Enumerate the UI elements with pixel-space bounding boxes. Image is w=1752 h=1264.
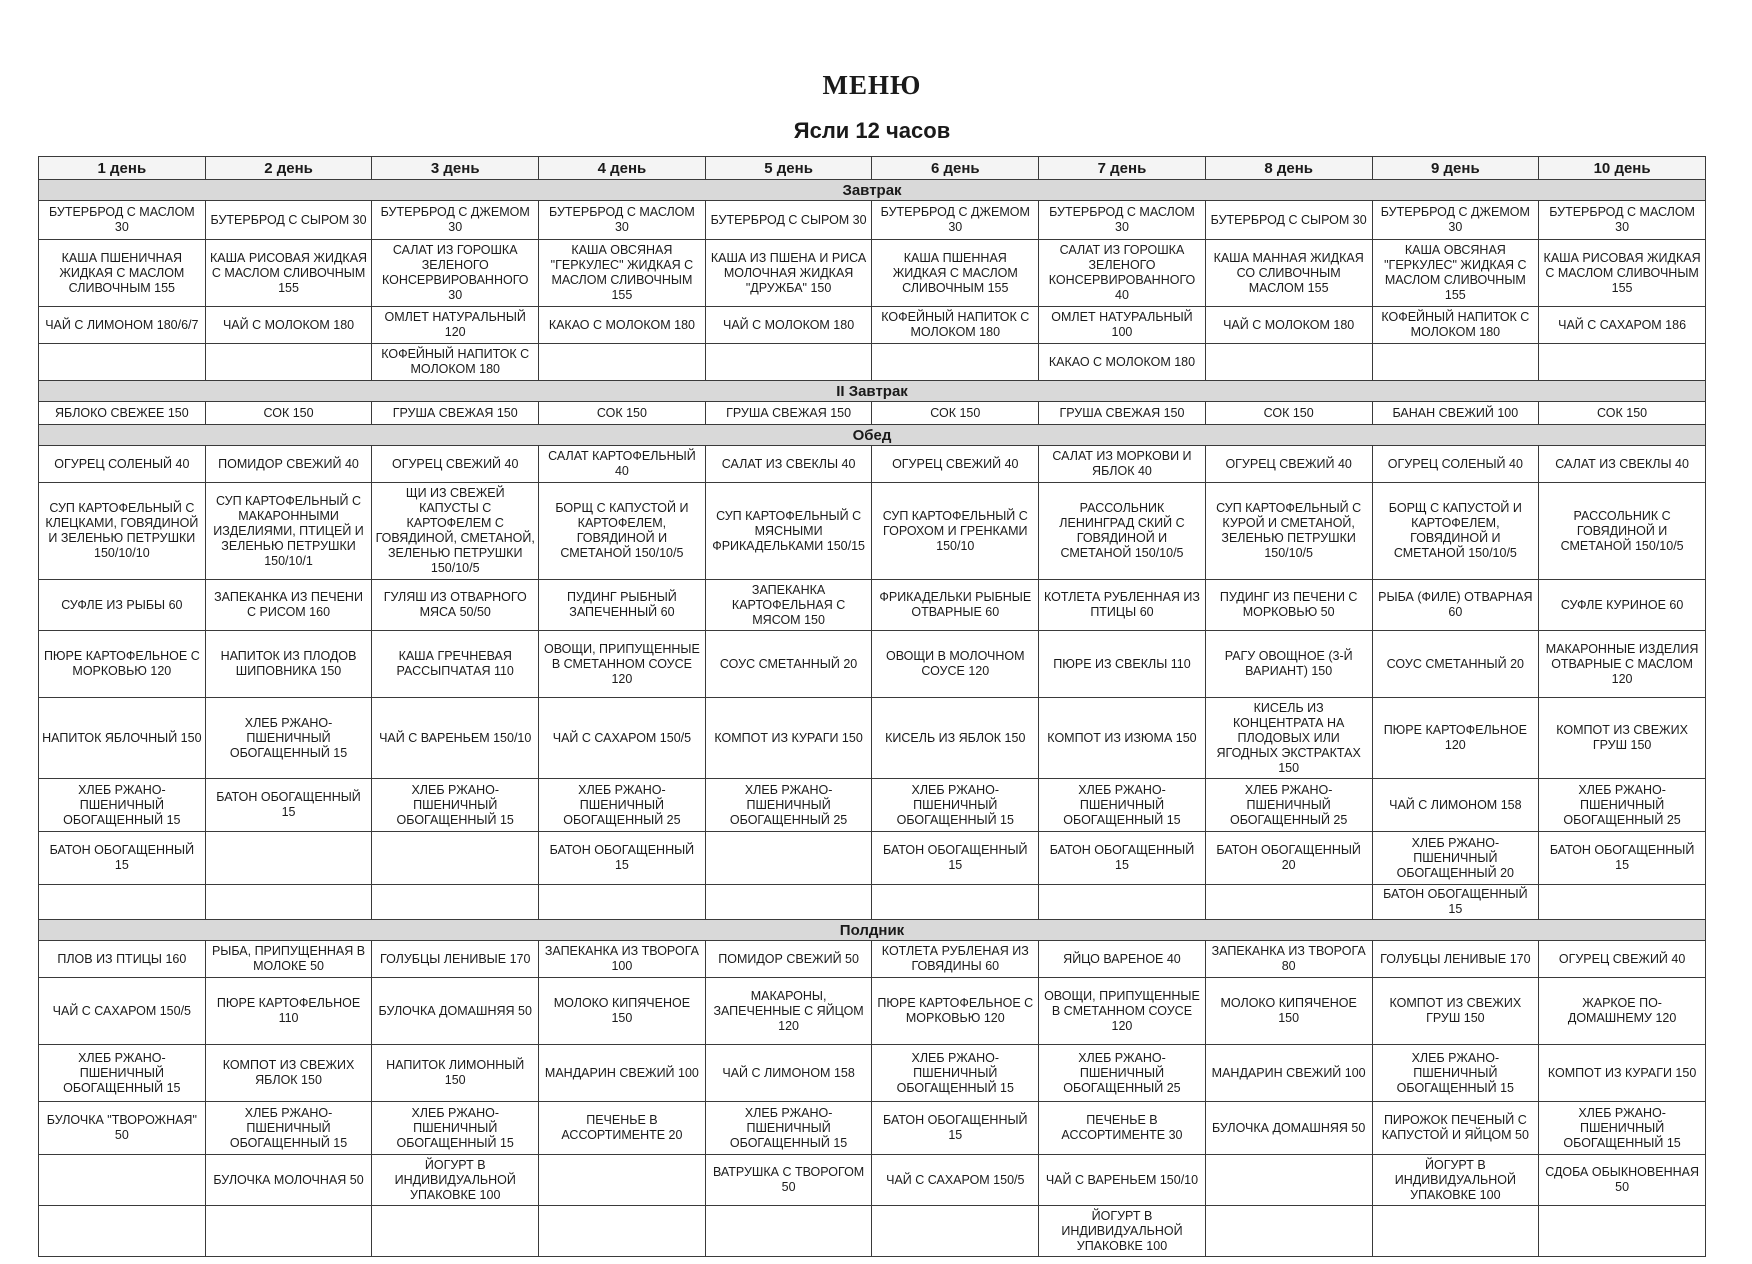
menu-cell: БУТЕРБРОД С ДЖЕМОМ 30 <box>372 201 539 240</box>
day-header-2: 2 день <box>205 157 372 180</box>
menu-cell: ГРУША СВЕЖАЯ 150 <box>1039 402 1206 425</box>
menu-cell: БУТЕРБРОД С ДЖЕМОМ 30 <box>1372 201 1539 240</box>
menu-cell: ЧАЙ С САХАРОМ 186 <box>1539 307 1706 344</box>
menu-cell: РЫБА (ФИЛЕ) ОТВАРНАЯ 60 <box>1372 580 1539 631</box>
menu-cell: МОЛОКО КИПЯЧЕНОЕ 150 <box>1205 978 1372 1045</box>
menu-cell: ФРИКАДЕЛЬКИ РЫБНЫЕ ОТВАРНЫЕ 60 <box>872 580 1039 631</box>
table-row <box>39 1102 1706 1155</box>
menu-cell <box>205 1206 372 1257</box>
menu-cell: ОГУРЕЦ СВЕЖИЙ 40 <box>372 446 539 483</box>
menu-cell <box>1372 344 1539 381</box>
menu-cell: ЗАПЕКАНКА ИЗ ТВОРОГА 100 <box>539 941 706 978</box>
menu-cell: БАТОН ОБОГАЩЕННЫЙ 15 <box>1372 885 1539 920</box>
menu-cell: БУТЕРБРОД С МАСЛОМ 30 <box>1039 201 1206 240</box>
menu-cell: МАНДАРИН СВЕЖИЙ 100 <box>539 1045 706 1102</box>
menu-cell: СОК 150 <box>1539 402 1706 425</box>
menu-cell: КОФЕЙНЫЙ НАПИТОК С МОЛОКОМ 180 <box>1372 307 1539 344</box>
menu-cell: СУФЛЕ ИЗ РЫБЫ 60 <box>39 580 206 631</box>
menu-cell: НАПИТОК ИЗ ПЛОДОВ ШИПОВНИКА 150 <box>205 631 372 698</box>
menu-cell: ЩИ ИЗ СВЕЖЕЙ КАПУСТЫ С КАРТОФЕЛЕМ С ГОВЯДИНОЙ, СМЕТАНОЙ, ЗЕЛЕНЬЮ ПЕТРУШКИ 150/10/5 <box>372 483 539 580</box>
menu-cell: САЛАТ ИЗ ГОРОШКА ЗЕЛЕНОГО КОНСЕРВИРОВАННОГО 40 <box>1039 240 1206 307</box>
table-row <box>39 941 1706 978</box>
menu-cell: СОУС СМЕТАННЫЙ 20 <box>1372 631 1539 698</box>
menu-cell: КАША ОВСЯНАЯ "ГЕРКУЛЕС" ЖИДКАЯ С МАСЛОМ СЛИВОЧНЫМ 155 <box>539 240 706 307</box>
menu-cell: ПОМИДОР СВЕЖИЙ 50 <box>705 941 872 978</box>
day-header-8: 8 день <box>1205 157 1372 180</box>
day-header-7: 7 день <box>1039 157 1206 180</box>
menu-cell: ОВОЩИ, ПРИПУЩЕННЫЕ В СМЕТАННОМ СОУСЕ 120 <box>1039 978 1206 1045</box>
menu-cell: ПЕЧЕНЬЕ В АССОРТИМЕНТЕ 30 <box>1039 1102 1206 1155</box>
menu-cell <box>205 832 372 885</box>
menu-cell <box>872 885 1039 920</box>
menu-cell: ХЛЕБ РЖАНО-ПШЕНИЧНЫЙ ОБОГАЩЕННЫЙ 15 <box>205 1102 372 1155</box>
table-row <box>39 483 1706 580</box>
menu-cell: ГРУША СВЕЖАЯ 150 <box>705 402 872 425</box>
menu-cell: ОГУРЕЦ СВЕЖИЙ 40 <box>1205 446 1372 483</box>
menu-cell <box>872 1206 1039 1257</box>
menu-cell: ЖАРКОЕ ПО-ДОМАШНЕМУ 120 <box>1539 978 1706 1045</box>
menu-cell: ЗАПЕКАНКА ИЗ ТВОРОГА 80 <box>1205 941 1372 978</box>
menu-cell <box>39 344 206 381</box>
menu-cell <box>1205 885 1372 920</box>
menu-cell: ОГУРЕЦ СВЕЖИЙ 40 <box>1539 941 1706 978</box>
menu-cell: БУЛОЧКА ДОМАШНЯЯ 50 <box>1205 1102 1372 1155</box>
table-row <box>39 240 1706 307</box>
menu-cell: ОМЛЕТ НАТУРАЛЬНЫЙ 120 <box>372 307 539 344</box>
menu-cell: БОРЩ С КАПУСТОЙ И КАРТОФЕЛЕМ, ГОВЯДИНОЙ И СМЕТАНОЙ 150/10/5 <box>539 483 706 580</box>
menu-cell: ЧАЙ С ВАРЕНЬЕМ 150/10 <box>372 698 539 779</box>
menu-cell: ПЮРЕ КАРТОФЕЛЬНОЕ С МОРКОВЬЮ 120 <box>872 978 1039 1045</box>
menu-cell: ПЮРЕ КАРТОФЕЛЬНОЕ С МОРКОВЬЮ 120 <box>39 631 206 698</box>
menu-cell: САЛАТ ИЗ СВЕКЛЫ 40 <box>1539 446 1706 483</box>
menu-cell <box>1205 1206 1372 1257</box>
menu-cell: СОК 150 <box>205 402 372 425</box>
menu-cell <box>1205 344 1372 381</box>
menu-cell: ЧАЙ С МОЛОКОМ 180 <box>1205 307 1372 344</box>
page-title: МЕНЮ <box>822 70 922 100</box>
menu-cell: ЧАЙ С САХАРОМ 150/5 <box>539 698 706 779</box>
menu-cell <box>872 344 1039 381</box>
menu-cell: СОК 150 <box>1205 402 1372 425</box>
menu-cell: РАГУ ОВОЩНОЕ (3-Й ВАРИАНТ) 150 <box>1205 631 1372 698</box>
menu-cell: СУП КАРТОФЕЛЬНЫЙ С ГОРОХОМ И ГРЕНКАМИ 150/10 <box>872 483 1039 580</box>
section-header-row <box>39 381 1706 402</box>
menu-cell: БАТОН ОБОГАЩЕННЫЙ 15 <box>39 832 206 885</box>
menu-cell: ЯЙЦО ВАРЕНОЕ 40 <box>1039 941 1206 978</box>
menu-cell: ХЛЕБ РЖАНО-ПШЕНИЧНЫЙ ОБОГАЩЕННЫЙ 25 <box>1539 779 1706 832</box>
menu-cell: ХЛЕБ РЖАНО-ПШЕНИЧНЫЙ ОБОГАЩЕННЫЙ 20 <box>1372 832 1539 885</box>
menu-cell: КАКАО С МОЛОКОМ 180 <box>539 307 706 344</box>
menu-cell <box>539 1155 706 1206</box>
day-header-10: 10 день <box>1539 157 1706 180</box>
menu-cell: БАТОН ОБОГАЩЕННЫЙ 20 <box>1205 832 1372 885</box>
menu-cell: КАША МАННАЯ ЖИДКАЯ СО СЛИВОЧНЫМ МАСЛОМ 155 <box>1205 240 1372 307</box>
menu-cell <box>39 1206 206 1257</box>
menu-cell: СУП КАРТОФЕЛЬНЫЙ С КУРОЙ И СМЕТАНОЙ, ЗЕЛЕНЬЮ ПЕТРУШКИ 150/10/5 <box>1205 483 1372 580</box>
menu-cell: САЛАТ КАРТОФЕЛЬНЫЙ 40 <box>539 446 706 483</box>
menu-cell: ХЛЕБ РЖАНО-ПШЕНИЧНЫЙ ОБОГАЩЕННЫЙ 15 <box>372 779 539 832</box>
menu-cell: САЛАТ ИЗ ГОРОШКА ЗЕЛЕНОГО КОНСЕРВИРОВАННОГО 30 <box>372 240 539 307</box>
table-row <box>39 446 1706 483</box>
page-subtitle: Ясли 12 часов <box>793 118 951 143</box>
menu-cell: ЧАЙ С ЛИМОНОМ 158 <box>1372 779 1539 832</box>
table-row <box>39 698 1706 779</box>
menu-cell: БУТЕРБРОД С СЫРОМ 30 <box>1205 201 1372 240</box>
menu-cell: ПЮРЕ КАРТОФЕЛЬНОЕ 110 <box>205 978 372 1045</box>
menu-cell: КАКАО С МОЛОКОМ 180 <box>1039 344 1206 381</box>
day-header-6: 6 день <box>872 157 1039 180</box>
section-title: II Завтрак <box>39 381 1706 402</box>
menu-cell: ОГУРЕЦ СОЛЕНЫЙ 40 <box>1372 446 1539 483</box>
menu-cell: ХЛЕБ РЖАНО-ПШЕНИЧНЫЙ ОБОГАЩЕННЫЙ 15 <box>872 1045 1039 1102</box>
menu-cell: КИСЕЛЬ ИЗ ЯБЛОК 150 <box>872 698 1039 779</box>
menu-cell: СУФЛЕ КУРИНОЕ 60 <box>1539 580 1706 631</box>
menu-cell: БАТОН ОБОГАЩЕННЫЙ 15 <box>205 779 372 832</box>
menu-cell: КАША ИЗ ПШЕНА И РИСА МОЛОЧНАЯ ЖИДКАЯ "ДРУЖБА" 150 <box>705 240 872 307</box>
menu-cell: ЧАЙ С ВАРЕНЬЕМ 150/10 <box>1039 1155 1206 1206</box>
day-header-row <box>39 157 1706 180</box>
menu-cell: ВАТРУШКА С ТВОРОГОМ 50 <box>705 1155 872 1206</box>
section-header-row <box>39 920 1706 941</box>
menu-cell <box>1039 885 1206 920</box>
menu-cell <box>205 344 372 381</box>
menu-cell: ХЛЕБ РЖАНО-ПШЕНИЧНЫЙ ОБОГАЩЕННЫЙ 25 <box>1205 779 1372 832</box>
table-row <box>39 1206 1706 1257</box>
menu-cell: БАНАН СВЕЖИЙ 100 <box>1372 402 1539 425</box>
section-title: Полдник <box>39 920 1706 941</box>
menu-cell <box>39 885 206 920</box>
menu-cell: МОЛОКО КИПЯЧЕНОЕ 150 <box>539 978 706 1045</box>
menu-cell: СУП КАРТОФЕЛЬНЫЙ С МАКАРОННЫМИ ИЗДЕЛИЯМИ, ПТИЦЕЙ И ЗЕЛЕНЬЮ ПЕТРУШКИ 150/10/1 <box>205 483 372 580</box>
menu-cell: ЧАЙ С САХАРОМ 150/5 <box>872 1155 1039 1206</box>
section-title: Завтрак <box>39 180 1706 201</box>
menu-cell <box>705 1206 872 1257</box>
menu-cell: ОМЛЕТ НАТУРАЛЬНЫЙ 100 <box>1039 307 1206 344</box>
menu-cell: НАПИТОК ЯБЛОЧНЫЙ 150 <box>39 698 206 779</box>
menu-cell: ЧАЙ С ЛИМОНОМ 158 <box>705 1045 872 1102</box>
table-row <box>39 201 1706 240</box>
menu-cell: СОК 150 <box>539 402 706 425</box>
menu-cell: КОМПОТ ИЗ СВЕЖИХ ЯБЛОК 150 <box>205 1045 372 1102</box>
menu-cell <box>1539 1206 1706 1257</box>
menu-cell: ПЮРЕ КАРТОФЕЛЬНОЕ 120 <box>1372 698 1539 779</box>
menu-cell: ПУДИНГ ИЗ ПЕЧЕНИ С МОРКОВЬЮ 50 <box>1205 580 1372 631</box>
menu-cell <box>539 1206 706 1257</box>
menu-cell: ХЛЕБ РЖАНО-ПШЕНИЧНЫЙ ОБОГАЩЕННЫЙ 15 <box>872 779 1039 832</box>
menu-cell: РЫБА, ПРИПУЩЕННАЯ В МОЛОКЕ 50 <box>205 941 372 978</box>
menu-cell <box>705 885 872 920</box>
menu-cell: ЧАЙ С САХАРОМ 150/5 <box>39 978 206 1045</box>
menu-cell <box>39 1155 206 1206</box>
menu-cell <box>539 885 706 920</box>
menu-cell: БУЛОЧКА ДОМАШНЯЯ 50 <box>372 978 539 1045</box>
table-row <box>39 402 1706 425</box>
menu-cell: МАКАРОННЫЕ ИЗДЕЛИЯ ОТВАРНЫЕ С МАСЛОМ 120 <box>1539 631 1706 698</box>
menu-cell <box>205 885 372 920</box>
menu-cell: ПЮРЕ ИЗ СВЕКЛЫ 110 <box>1039 631 1206 698</box>
menu-cell <box>1205 1155 1372 1206</box>
table-row <box>39 580 1706 631</box>
menu-cell: ХЛЕБ РЖАНО-ПШЕНИЧНЫЙ ОБОГАЩЕННЫЙ 15 <box>372 1102 539 1155</box>
menu-cell: ЗАПЕКАНКА КАРТОФЕЛЬНАЯ С МЯСОМ 150 <box>705 580 872 631</box>
day-header-3: 3 день <box>372 157 539 180</box>
menu-cell: БАТОН ОБОГАЩЕННЫЙ 15 <box>1539 832 1706 885</box>
menu-cell: БУТЕРБРОД С МАСЛОМ 30 <box>39 201 206 240</box>
menu-cell: БАТОН ОБОГАЩЕННЫЙ 15 <box>872 1102 1039 1155</box>
menu-cell: КАША РИСОВАЯ ЖИДКАЯ С МАСЛОМ СЛИВОЧНЫМ 155 <box>205 240 372 307</box>
section-title: Обед <box>39 425 1706 446</box>
menu-cell <box>372 1206 539 1257</box>
menu-cell: КОМПОТ ИЗ КУРАГИ 150 <box>1539 1045 1706 1102</box>
menu-cell: КОФЕЙНЫЙ НАПИТОК С МОЛОКОМ 180 <box>372 344 539 381</box>
table-row <box>39 307 1706 344</box>
menu-cell: ХЛЕБ РЖАНО-ПШЕНИЧНЫЙ ОБОГАЩЕННЫЙ 25 <box>705 779 872 832</box>
section-header-row <box>39 425 1706 446</box>
menu-cell: КАША ОВСЯНАЯ "ГЕРКУЛЕС" ЖИДКАЯ С МАСЛОМ СЛИВОЧНЫМ 155 <box>1372 240 1539 307</box>
day-header-1: 1 день <box>39 157 206 180</box>
menu-cell: КОТЛЕТА РУБЛЕНАЯ ИЗ ГОВЯДИНЫ 60 <box>872 941 1039 978</box>
menu-cell: ХЛЕБ РЖАНО-ПШЕНИЧНЫЙ ОБОГАЩЕННЫЙ 15 <box>39 779 206 832</box>
menu-cell: КАША ПШЕНИЧНАЯ ЖИДКАЯ С МАСЛОМ СЛИВОЧНЫМ 155 <box>39 240 206 307</box>
menu-cell: ХЛЕБ РЖАНО-ПШЕНИЧНЫЙ ОБОГАЩЕННЫЙ 25 <box>539 779 706 832</box>
table-row <box>39 885 1706 920</box>
menu-cell: ПЕЧЕНЬЕ В АССОРТИМЕНТЕ 20 <box>539 1102 706 1155</box>
menu-cell: ЙОГУРТ В ИНДИВИДУАЛЬНОЙ УПАКОВКЕ 100 <box>1039 1206 1206 1257</box>
menu-cell <box>1539 344 1706 381</box>
table-row <box>39 631 1706 698</box>
menu-cell: СУП КАРТОФЕЛЬНЫЙ С МЯСНЫМИ ФРИКАДЕЛЬКАМИ 150/15 <box>705 483 872 580</box>
menu-cell: ПИРОЖОК ПЕЧЕНЫЙ С КАПУСТОЙ И ЯЙЦОМ 50 <box>1372 1102 1539 1155</box>
menu-cell: БАТОН ОБОГАЩЕННЫЙ 15 <box>1039 832 1206 885</box>
menu-cell: НАПИТОК ЛИМОННЫЙ 150 <box>372 1045 539 1102</box>
menu-cell: БУТЕРБРОД С СЫРОМ 30 <box>205 201 372 240</box>
menu-cell: ЯБЛОКО СВЕЖЕЕ 150 <box>39 402 206 425</box>
menu-cell: СУП КАРТОФЕЛЬНЫЙ С КЛЕЦКАМИ, ГОВЯДИНОЙ И ЗЕЛЕНЬЮ ПЕТРУШКИ 150/10/10 <box>39 483 206 580</box>
menu-cell: МАКАРОНЫ, ЗАПЕЧЕННЫЕ С ЯЙЦОМ 120 <box>705 978 872 1045</box>
menu-cell: ХЛЕБ РЖАНО-ПШЕНИЧНЫЙ ОБОГАЩЕННЫЙ 15 <box>1539 1102 1706 1155</box>
menu-cell: ПЛОВ ИЗ ПТИЦЫ 160 <box>39 941 206 978</box>
menu-cell: ОВОЩИ В МОЛОЧНОМ СОУСЕ 120 <box>872 631 1039 698</box>
menu-cell <box>1372 1206 1539 1257</box>
table-row <box>39 779 1706 832</box>
menu-cell: БУТЕРБРОД С ДЖЕМОМ 30 <box>872 201 1039 240</box>
menu-cell: ЧАЙ С ЛИМОНОМ 180/6/7 <box>39 307 206 344</box>
menu-cell: ЗАПЕКАНКА ИЗ ПЕЧЕНИ С РИСОМ 160 <box>205 580 372 631</box>
menu-cell: БУТЕРБРОД С МАСЛОМ 30 <box>1539 201 1706 240</box>
day-header-5: 5 день <box>705 157 872 180</box>
table-row <box>39 1045 1706 1102</box>
menu-cell: ОГУРЕЦ СВЕЖИЙ 40 <box>872 446 1039 483</box>
menu-cell: БАТОН ОБОГАЩЕННЫЙ 15 <box>872 832 1039 885</box>
menu-cell: ХЛЕБ РЖАНО-ПШЕНИЧНЫЙ ОБОГАЩЕННЫЙ 15 <box>1039 779 1206 832</box>
menu-cell: ПУДИНГ РЫБНЫЙ ЗАПЕЧЕННЫЙ 60 <box>539 580 706 631</box>
menu-cell: ХЛЕБ РЖАНО-ПШЕНИЧНЫЙ ОБОГАЩЕННЫЙ 25 <box>1039 1045 1206 1102</box>
menu-cell: КОТЛЕТА РУБЛЕННАЯ ИЗ ПТИЦЫ 60 <box>1039 580 1206 631</box>
menu-cell: ХЛЕБ РЖАНО-ПШЕНИЧНЫЙ ОБОГАЩЕННЫЙ 15 <box>205 698 372 779</box>
section-header-row <box>39 180 1706 201</box>
menu-cell: КАША ГРЕЧНЕВАЯ РАССЫПЧАТАЯ 110 <box>372 631 539 698</box>
menu-cell: БАТОН ОБОГАЩЕННЫЙ 15 <box>539 832 706 885</box>
menu-cell <box>705 832 872 885</box>
menu-cell: ЧАЙ С МОЛОКОМ 180 <box>705 307 872 344</box>
menu-cell <box>705 344 872 381</box>
menu-cell <box>372 832 539 885</box>
menu-cell: ЙОГУРТ В ИНДИВИДУАЛЬНОЙ УПАКОВКЕ 100 <box>372 1155 539 1206</box>
table-row <box>39 344 1706 381</box>
menu-cell: ГРУША СВЕЖАЯ 150 <box>372 402 539 425</box>
menu-cell: РАССОЛЬНИК ЛЕНИНГРАД СКИЙ С ГОВЯДИНОЙ И СМЕТАНОЙ 150/10/5 <box>1039 483 1206 580</box>
menu-cell: КОМПОТ ИЗ СВЕЖИХ ГРУШ 150 <box>1539 698 1706 779</box>
day-header-4: 4 день <box>539 157 706 180</box>
menu-table <box>38 156 1706 1257</box>
menu-cell: ГОЛУБЦЫ ЛЕНИВЫЕ 170 <box>372 941 539 978</box>
menu-cell: ГОЛУБЦЫ ЛЕНИВЫЕ 170 <box>1372 941 1539 978</box>
menu-cell: ГУЛЯШ ИЗ ОТВАРНОГО МЯСА 50/50 <box>372 580 539 631</box>
menu-cell: КОМПОТ ИЗ ИЗЮМА 150 <box>1039 698 1206 779</box>
menu-cell: СДОБА ОБЫКНОВЕННАЯ 50 <box>1539 1155 1706 1206</box>
menu-cell: БУЛОЧКА МОЛОЧНАЯ 50 <box>205 1155 372 1206</box>
table-row <box>39 978 1706 1045</box>
menu-cell: ЧАЙ С МОЛОКОМ 180 <box>205 307 372 344</box>
menu-cell: САЛАТ ИЗ МОРКОВИ И ЯБЛОК 40 <box>1039 446 1206 483</box>
menu-cell: ЙОГУРТ В ИНДИВИДУАЛЬНОЙ УПАКОВКЕ 100 <box>1372 1155 1539 1206</box>
menu-cell <box>539 344 706 381</box>
table-row <box>39 832 1706 885</box>
menu-cell <box>372 885 539 920</box>
menu-cell: ХЛЕБ РЖАНО-ПШЕНИЧНЫЙ ОБОГАЩЕННЫЙ 15 <box>705 1102 872 1155</box>
menu-cell: ХЛЕБ РЖАНО-ПШЕНИЧНЫЙ ОБОГАЩЕННЫЙ 15 <box>39 1045 206 1102</box>
menu-cell: КИСЕЛЬ ИЗ КОНЦЕНТРАТА НА ПЛОДОВЫХ ИЛИ ЯГОДНЫХ ЭКСТРАКТАХ 150 <box>1205 698 1372 779</box>
menu-cell: КАША РИСОВАЯ ЖИДКАЯ С МАСЛОМ СЛИВОЧНЫМ 155 <box>1539 240 1706 307</box>
menu-cell: БУЛОЧКА "ТВОРОЖНАЯ" 50 <box>39 1102 206 1155</box>
menu-cell: ХЛЕБ РЖАНО-ПШЕНИЧНЫЙ ОБОГАЩЕННЫЙ 15 <box>1372 1045 1539 1102</box>
menu-cell: ПОМИДОР СВЕЖИЙ 40 <box>205 446 372 483</box>
menu-cell: БОРЩ С КАПУСТОЙ И КАРТОФЕЛЕМ, ГОВЯДИНОЙ И СМЕТАНОЙ 150/10/5 <box>1372 483 1539 580</box>
menu-cell <box>1539 885 1706 920</box>
menu-cell: КОМПОТ ИЗ СВЕЖИХ ГРУШ 150 <box>1372 978 1539 1045</box>
menu-cell: ОВОЩИ, ПРИПУЩЕННЫЕ В СМЕТАННОМ СОУСЕ 120 <box>539 631 706 698</box>
menu-cell: СОУС СМЕТАННЫЙ 20 <box>705 631 872 698</box>
menu-cell: МАНДАРИН СВЕЖИЙ 100 <box>1205 1045 1372 1102</box>
menu-cell: КОФЕЙНЫЙ НАПИТОК С МОЛОКОМ 180 <box>872 307 1039 344</box>
menu-cell: КАША ПШЕННАЯ ЖИДКАЯ С МАСЛОМ СЛИВОЧНЫМ 155 <box>872 240 1039 307</box>
menu-cell: КОМПОТ ИЗ КУРАГИ 150 <box>705 698 872 779</box>
menu-cell: БУТЕРБРОД С СЫРОМ 30 <box>705 201 872 240</box>
menu-cell: САЛАТ ИЗ СВЕКЛЫ 40 <box>705 446 872 483</box>
menu-cell: ОГУРЕЦ СОЛЕНЫЙ 40 <box>39 446 206 483</box>
menu-cell: СОК 150 <box>872 402 1039 425</box>
menu-cell: РАССОЛЬНИК С ГОВЯДИНОЙ И СМЕТАНОЙ 150/10/5 <box>1539 483 1706 580</box>
day-header-9: 9 день <box>1372 157 1539 180</box>
table-row <box>39 1155 1706 1206</box>
menu-cell: БУТЕРБРОД С МАСЛОМ 30 <box>539 201 706 240</box>
